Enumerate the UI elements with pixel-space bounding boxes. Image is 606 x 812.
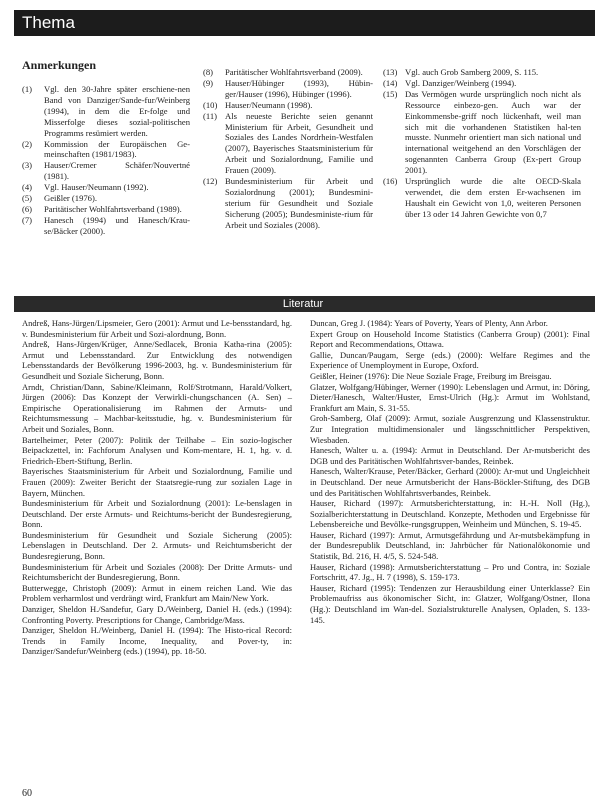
- footnote-text: Hauser/Cremer Schäfer/Nouvertné (1981).: [44, 160, 190, 182]
- footnote-item: [22, 139, 190, 161]
- bibliography-entry: Danziger, Sheldon H./Weinberg, Daniel H. (1994): The Histo-rical Record: Trends in Family Income, Inequality, and Pover-ty, in: Danziger/Sandefur/Weinberg (eds.) (1994), pp. 18-50.: [22, 625, 292, 657]
- bibliography-entry: Gallie, Duncan/Paugam, Serge (eds.) (2000): Welfare Regimes and the Experience of Unemployment in Europe, Oxford.: [310, 349, 590, 371]
- footnote-number: (10): [203, 99, 218, 110]
- notes-column-1: [22, 84, 190, 237]
- footnote-number: (8): [203, 67, 214, 77]
- bibliography-entry: Geißler, Heiner (1976): Die Neue Soziale Frage, Freiburg im Breisgau.: [310, 370, 552, 381]
- footnote-number: (3): [22, 160, 33, 171]
- bibliography-entry: Expert Group on Household Income Statistics (Canberra Group) (2001): Final Report and Recommendations, Ottawa.: [310, 328, 590, 350]
- footnote-number: (2): [22, 138, 33, 149]
- footnote-item: [383, 78, 581, 89]
- footnote-number: (13): [383, 67, 398, 77]
- notes-heading: Anmerkungen: [22, 58, 97, 72]
- bibliography-entry: Hauser, Richard (1995): Tendenzen zur Herausbildung einer Unterklasse? Ein Problemaufriss aus ökonomischer Sicht, in: Glatzer, Wolfgang/Ostner, Ilona (Hg.): Deutschland im Wan-del. Sozialstrukturelle Analysen, Opladen, S. 133-145.: [310, 582, 590, 625]
- bibliography-entry: Hauser, Richard (1998): Armutsberichterstattung – Pro und Contra, in: Soziale Fortschritt, 47. Jg., H. 7 (1998), S. 159-173.: [310, 561, 590, 583]
- footnote-text: Paritätischer Wohlfahrtsverband (2009).: [225, 67, 363, 77]
- footnote-item: [22, 160, 190, 182]
- footnote-number: (16): [383, 176, 398, 187]
- footnote-number: (4): [22, 182, 33, 193]
- footnote-item: [203, 100, 373, 111]
- footnote-text: Ursprünglich wurde die alte OECD-Skala verwendet, die dem ersten Er-wachsenen im Haushalt ein Gewicht von 1,0, weiteren Personen über 13 oder 14 Jahren Gewichte von 0,7: [405, 176, 581, 219]
- header-bar: [14, 10, 595, 36]
- footnote-number: (6): [22, 203, 33, 214]
- footnote-text: Das Vermögen wurde ursprünglich noch nicht als Ressource einbezo-gen. Auch war der Einkommensbe-griff noch lückenhaft, weil man sich mit die vorhandenen Statistiken hal-ten musste. Nunmehr orientiert man sich national und international weitgehend an den Vorschlägen der sogenannten Canberra Group (Ex-pert Group 2001).: [405, 88, 581, 176]
- footnote-number: (1): [22, 84, 33, 94]
- bibliography-entry: Bundesministerium für Arbeit und Soziales (2008): Der Dritte Armuts- und Reichtumsbericht der Bundesregierung, Bonn.: [22, 561, 292, 583]
- footnote-item: [383, 89, 581, 176]
- notes-column-2: [203, 67, 373, 231]
- bibliography-entry: Bundesministerium für Arbeit und Sozialordnung (2001): Le-benslagen in Deutschland. Der erste Armuts- und Reichtums-bericht der Bundesregierung, Bonn.: [22, 498, 292, 530]
- footnote-item: [22, 182, 190, 193]
- footnote-text: Als neueste Berichte seien genannt Ministerium für Arbeit, Gesundheit und Soziales des Landes Nordrhein-Westfalen (2007), Bayerisches Staatsministerium für Arbeit und Sozialordnung, Familie und Frauen (2009).: [225, 110, 373, 176]
- footnote-number: (14): [383, 77, 398, 88]
- footnote-item: [22, 193, 190, 204]
- literature-column-2: [310, 318, 590, 625]
- footnote-text: Geißler (1976).: [44, 193, 97, 204]
- bibliography-entry: Hauser, Richard (1997): Armut, Armutsgefährdung und Ar-mutsbekämpfung in der Bundesrepublik Deutschland, in: Jahrbücher für Nationalökonomie und Statistik, Bd. 216, H. 4/5, S. 524-548.: [310, 529, 590, 562]
- bibliography-entry: Groh-Samberg, Olaf (2009): Armut, soziale Ausgrenzung und Klassenstruktur. Zur Integration multidimensionaler und längsschnittlicher Perspektiven, Wiesbaden.: [310, 413, 590, 445]
- footnote-text: Hauser/Hübinger (1993), Hübin-ger/Hauser (1996), Hübinger (1996).: [225, 77, 373, 99]
- footnote-text: Vgl. auch Grob Samberg 2009, S. 115.: [405, 67, 539, 77]
- footnote-number: (9): [203, 77, 214, 88]
- footnote-text: Paritätischer Wohlfahrtsverband (1989).: [44, 203, 182, 214]
- footnote-item: [203, 67, 373, 78]
- footnote-text: Vgl. Danziger/Weinberg (1994).: [405, 77, 517, 88]
- bibliography-entry: Arndt, Christian/Dann, Sabine/Kleimann, Rolf/Strotmann, Harald/Volkert, Jürgen (2006): Das Konzept der Verwirkli-chungschancen (A. Sen) – Empirische Operationalisierung im Rahmen der Armuts- und Reichtumsmessung – Machbar-keitsstudie, hg. v. Bundesministerium für Arbeit und Soziales, Bonn.: [22, 381, 292, 434]
- bibliography-entry: Duncan, Greg J. (1984): Years of Poverty, Years of Plenty, Ann Arbor.: [310, 318, 548, 328]
- bibliography-entry: Danziger, Sheldon H./Sandefur, Gary D./Weinberg, Daniel H. (eds.) (1994): Confronting Poverty. Prescriptions for Change, Cambridge/Mass.: [22, 604, 292, 625]
- bibliography-entry: Bayerisches Staatsministerium für Arbeit und Sozialordnung, Familie und Frauen (2009): Zweiter Bericht der Staatsregie-rung zur sozialen Lage in Bayern, München.: [22, 466, 292, 498]
- footnote-item: [203, 78, 373, 100]
- section-title: Thema: [22, 13, 75, 32]
- footnote-item: [22, 84, 190, 139]
- footnote-number: (7): [22, 214, 33, 225]
- bibliography-entry: Hanesch, Walter u. a. (1994): Armut in Deutschland. Der Ar-mutsbericht des DGB und des Paritätischen Wohlfahrtsver-bandes, Reinbek.: [310, 445, 590, 466]
- footnote-text: Vgl. Hauser/Neumann (1992).: [44, 182, 149, 193]
- bibliography-entry: Butterwegge, Christoph (2009): Armut in einem reichen Land. Wie das Problem verharmlost und verdrängt wird, Frankfurt am Main/New York.: [22, 582, 292, 604]
- footnote-text: Hanesch (1994) und Hanesch/Krau-se/Bäcker (2000).: [44, 214, 190, 236]
- bibliography-entry: Hauser, Richard (1997): Armutsberichterstattung, in: H.-H. Noll (Hg.), Sozialberichterstattung in Deutschland. Konzepte, Methoden und Ergebnisse für Lebensbereiche und Bevölke-rungsgruppen, Weinheim und München, S. 19-45.: [310, 498, 590, 530]
- notes-column-3: [383, 67, 581, 220]
- footnote-number: (12): [203, 176, 218, 187]
- footnote-item: [383, 67, 581, 78]
- bibliography-entry: Bartelheimer, Peter (2007): Politik der Teilhabe – Ein sozio-logischer Beipackzettel, in: Fachforum Analysen und Kom-mentare, H. 1, hg. v. d. Friedrich-Ebert-Stiftung, Berlin.: [22, 434, 292, 466]
- footnote-text: Kommission der Europäischen Ge-meinschaften (1981/1983).: [44, 138, 190, 160]
- literature-column-1: [22, 318, 292, 657]
- footnote-item: [22, 204, 190, 215]
- footnote-number: (15): [383, 88, 398, 99]
- footnote-number: (11): [203, 110, 217, 121]
- footnote-item: [22, 215, 190, 237]
- bibliography-entry: Glatzer, Wolfgang/Hübinger, Werner (1990): Lebenslagen und Armut, in: Döring, Dieter/Hanesch, Walter/Huster, Ernst-Ulrich (Hg.): Armut im Wohlstand, Frankfurt am Main, S. 31-55.: [310, 381, 590, 413]
- page-number: 60: [22, 788, 32, 799]
- footnote-item: [203, 176, 373, 231]
- literature-heading: Literatur: [282, 298, 324, 310]
- bibliography-entry: Hanesch, Walter/Krause, Peter/Bäcker, Gerhard (2000): Ar-mut und Ungleichheit in Deutschland. Der neue Armutsbericht der Hans-Böckler-Stiftung, des DGB und des Paritätischen Wohlfahrtsverbandes, Reinbek.: [310, 466, 590, 498]
- bibliography-entry: Bundesministerium für Gesundheit und Soziale Sicherung (2005): Lebenslagen in Deutschland. Der 2. Armuts- und Reichtumsbericht der Bundesregierung, Bonn.: [22, 529, 292, 562]
- bibliography-entry: Andreß, Hans-Jürgen/Krüger, Anne/Sedlacek, Bronia Katha-rina (2005): Armut und Lebensstandard. Zur Entwicklung des notwendigen Lebensstandards der Bevölkerung 1996-2003, hg. v. Bundesministerium für Gesundheit und Soziale Sicherung, Bonn.: [22, 339, 292, 381]
- footnote-item: [203, 111, 373, 176]
- footnote-number: (5): [22, 193, 33, 204]
- footnote-item: [383, 176, 581, 220]
- bibliography-entry: Andreß, Hans-Jürgen/Lipsmeier, Gero (2001): Armut und Le-bensstandard, hg. v. Bundesministerium für Arbeit und Sozi-alordnung, Bonn.: [22, 318, 292, 339]
- footnote-text: Bundesministerium für Arbeit und Sozialordnung (2001); Bundesmini-sterium für Gesundheit und Soziale Sicherung (2005); Bundesministe-rium für Arbeit und Soziales (2008).: [225, 176, 373, 230]
- footnote-text: Hauser/Neumann (1998).: [225, 99, 313, 110]
- footnote-text: Vgl. den 30-Jahre später erschiene-nen Band von Danziger/Sande-fur/Weinberg (1994), in dem die Er-folge und Misserfolge dieses sozial-politischen Programms resümiert werden.: [44, 84, 190, 138]
